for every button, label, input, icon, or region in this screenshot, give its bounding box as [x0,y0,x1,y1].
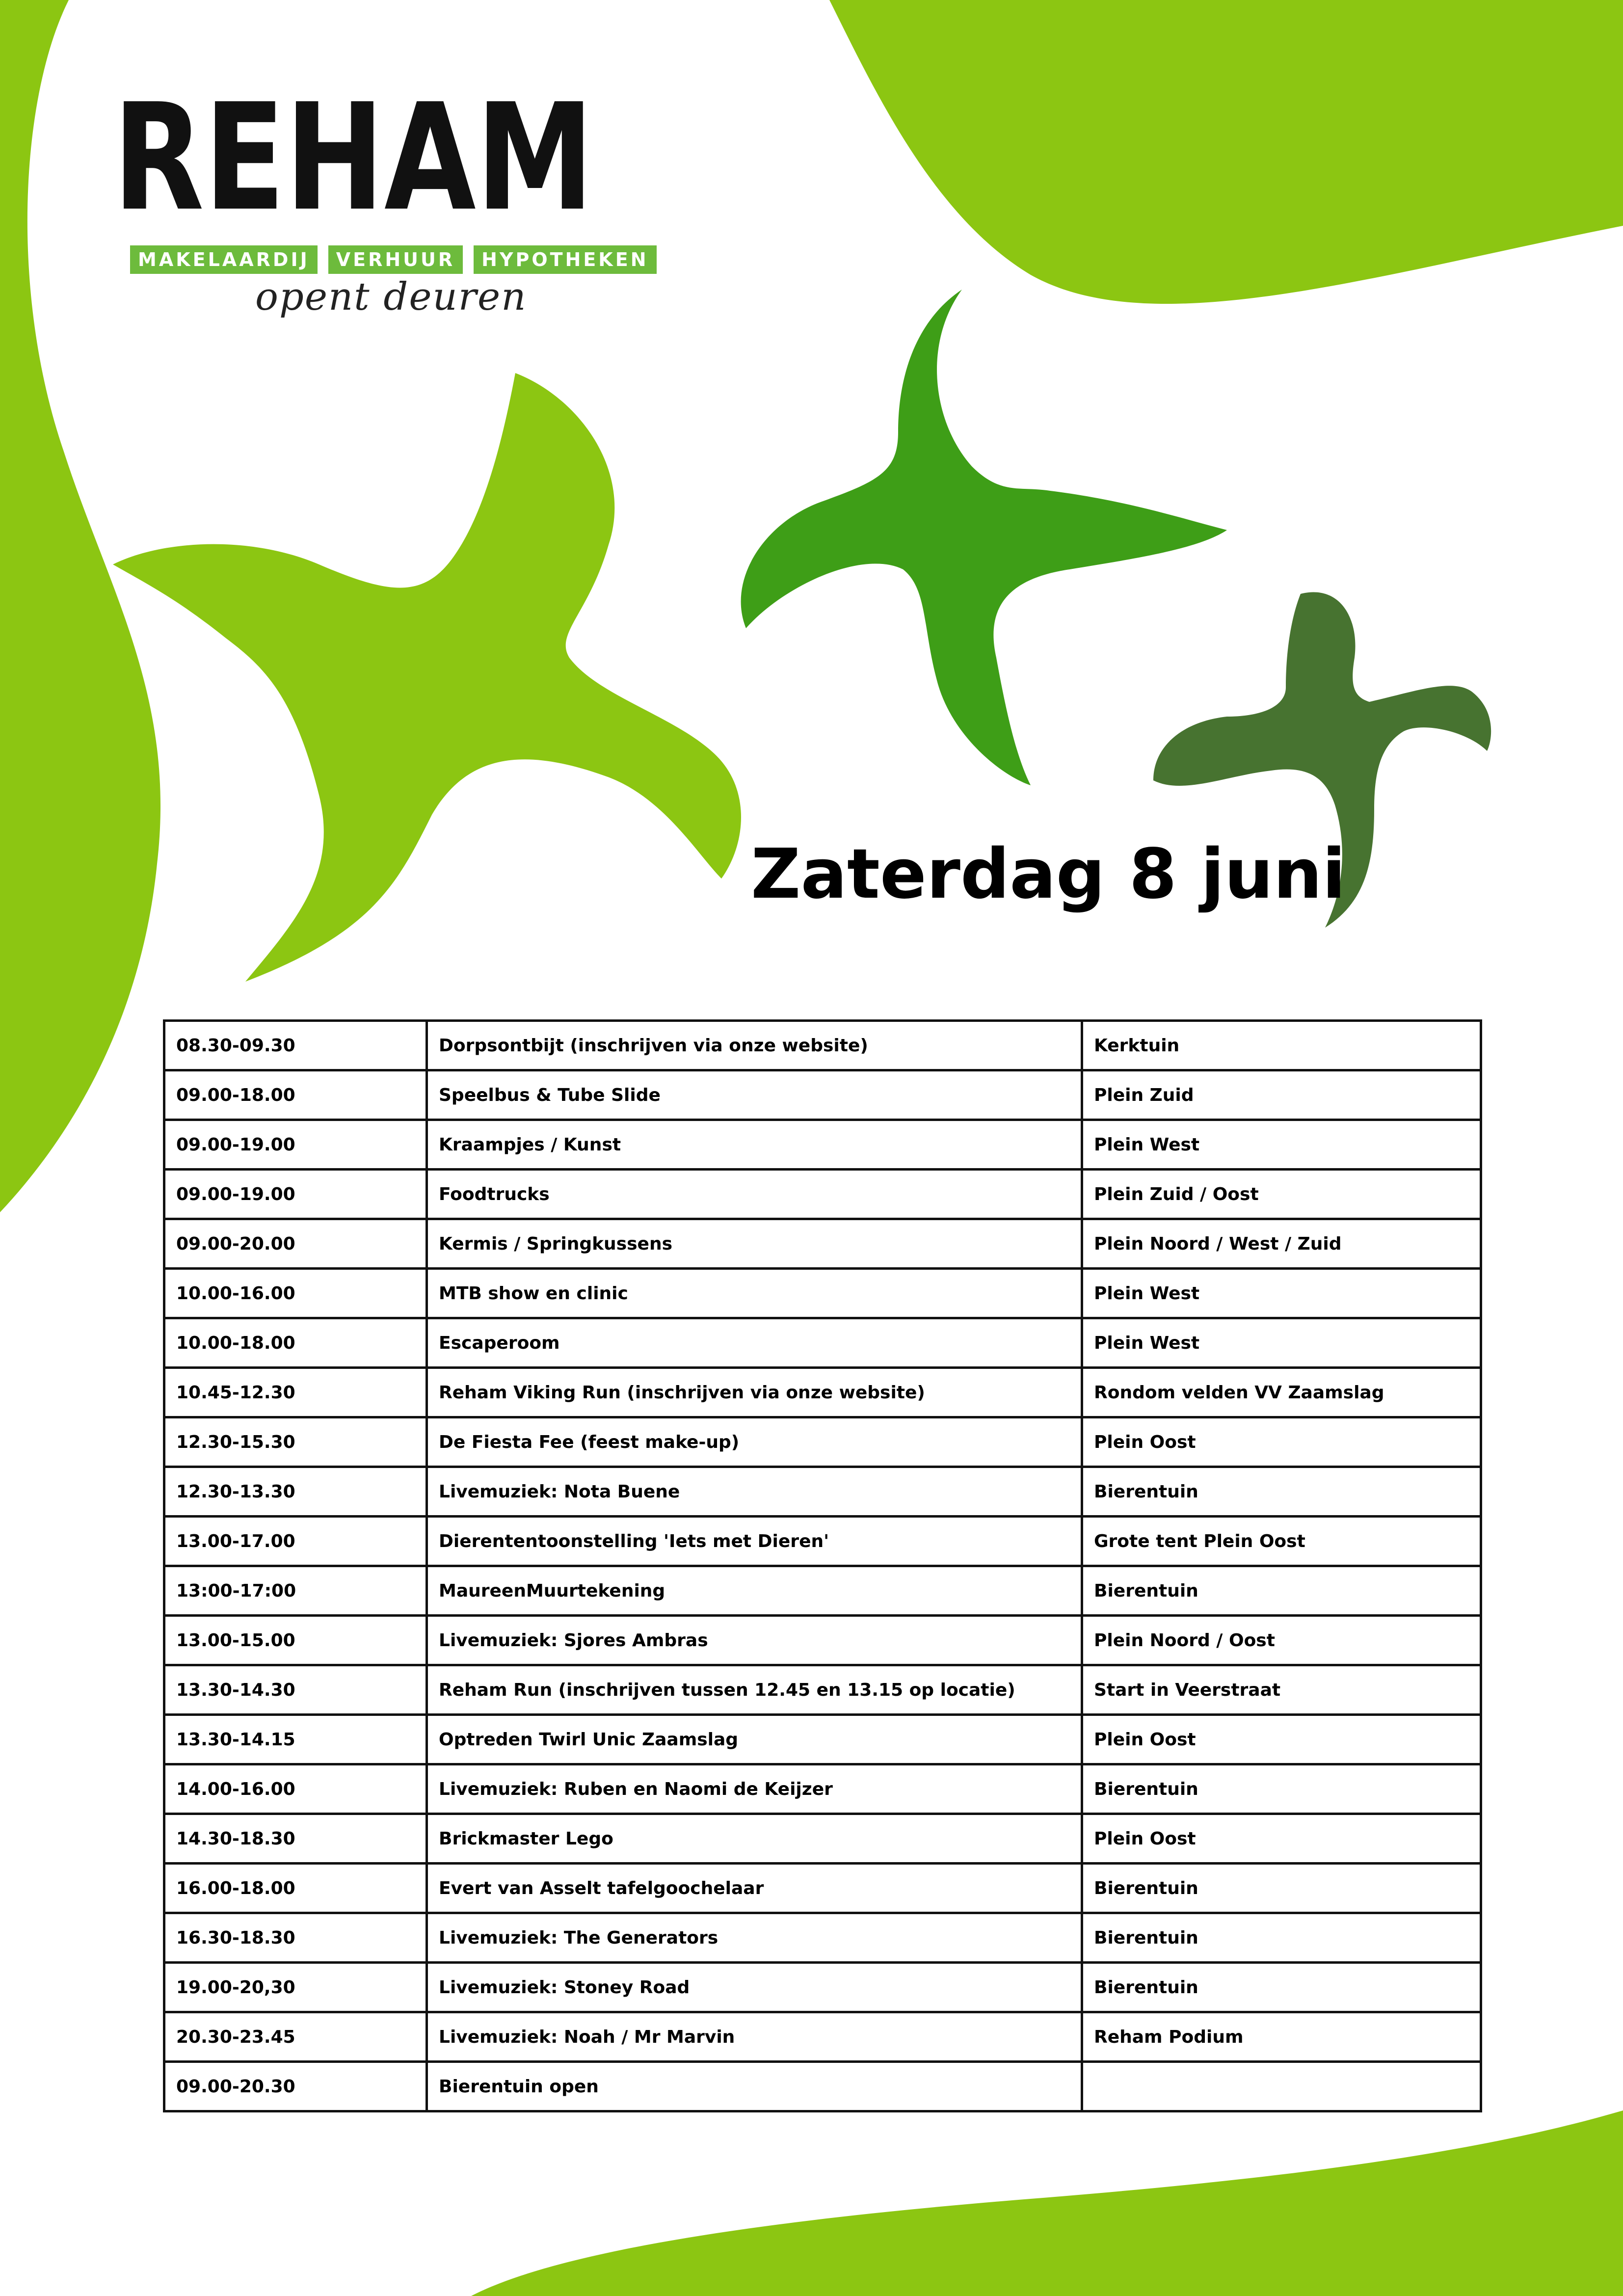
activity-cell: Kermis / Springkussens [427,1219,1082,1269]
location-cell: Rondom velden VV Zaamslag [1082,1368,1481,1417]
time-cell: 13.00-15.00 [164,1616,427,1665]
time-cell: 10.45-12.30 [164,1368,427,1417]
table-row [164,1616,1481,1665]
table-row [164,1021,1481,1070]
time-cell: 09.00-20.30 [164,2062,427,2111]
location-cell: Bierentuin [1082,1963,1481,2012]
time-cell: 20.30-23.45 [164,2012,427,2062]
location-cell: Plein West [1082,1269,1481,1318]
time-cell: 13.30-14.15 [164,1715,427,1764]
location-cell: Plein Oost [1082,1715,1481,1764]
table-row [164,1269,1481,1318]
time-cell: 14.30-18.30 [164,1814,427,1864]
location-cell: Grote tent Plein Oost [1082,1517,1481,1566]
location-cell [1082,2062,1481,2111]
reham-wordmark [108,72,599,243]
time-cell: 09.00-20.00 [164,1219,427,1269]
page-title: Zaterdag 8 juni [751,834,1346,914]
logo-tag-hypotheken: HYPOTHEKEN [474,245,656,274]
activity-cell: Livemuziek: Nota Buene [427,1467,1082,1517]
table-row [164,1764,1481,1814]
time-cell: 09.00-19.00 [164,1120,427,1170]
activity-cell: De Fiesta Fee (feest make-up) [427,1417,1082,1467]
table-row [164,1219,1481,1269]
location-cell: Bierentuin [1082,1764,1481,1814]
logo-tag-makelaardij: MAKELAARDIJ [130,245,318,274]
time-cell: 13.30-14.30 [164,1665,427,1715]
location-cell: Plein Oost [1082,1417,1481,1467]
activity-cell: Brickmaster Lego [427,1814,1082,1864]
star-large-lime [113,373,741,982]
activity-cell: Dorpsontbijt (inschrijven via onze website) [427,1021,1082,1070]
location-cell: Bierentuin [1082,1913,1481,1963]
logo-tag-bar [130,245,657,274]
location-cell: Reham Podium [1082,2012,1481,2062]
time-cell: 19.00-20,30 [164,1963,427,2012]
table-row [164,1913,1481,1963]
wave-top-right [829,0,1623,304]
activity-cell: Escaperoom [427,1318,1082,1368]
location-cell: Plein West [1082,1120,1481,1170]
location-cell: Start in Veerstraat [1082,1665,1481,1715]
time-cell: 09.00-19.00 [164,1170,427,1219]
time-cell: 13:00-17:00 [164,1566,427,1616]
table-row [164,1120,1481,1170]
activity-cell: Livemuziek: Noah / Mr Marvin [427,2012,1082,2062]
location-cell: Bierentuin [1082,1467,1481,1517]
activity-cell: Evert van Asselt tafelgoochelaar [427,1864,1082,1913]
activity-cell: Livemuziek: Stoney Road [427,1963,1082,2012]
reham-wordmark-text: REHAM [113,72,594,243]
table-row [164,1715,1481,1764]
location-cell: Bierentuin [1082,1864,1481,1913]
location-cell: Plein Zuid / Oost [1082,1170,1481,1219]
time-cell: 13.00-17.00 [164,1517,427,1566]
activity-cell: MaureenMuurtekening [427,1566,1082,1616]
table-row [164,1070,1481,1120]
location-cell: Kerktuin [1082,1021,1481,1070]
location-cell: Plein Zuid [1082,1070,1481,1120]
time-cell: 10.00-16.00 [164,1269,427,1318]
table-row [164,1318,1481,1368]
table-row [164,1864,1481,1913]
table-row [164,1566,1481,1616]
location-cell: Plein Oost [1082,1814,1481,1864]
reham-logo [108,72,649,348]
time-cell: 12.30-13.30 [164,1467,427,1517]
activity-cell: Bierentuin open [427,2062,1082,2111]
table-row [164,2062,1481,2111]
table-row [164,2012,1481,2062]
table-row [164,1467,1481,1517]
schedule-body [164,1021,1481,2111]
location-cell: Plein West [1082,1318,1481,1368]
activity-cell: MTB show en clinic [427,1269,1082,1318]
activity-cell: Kraampjes / Kunst [427,1120,1082,1170]
activity-cell: Livemuziek: Sjores Ambras [427,1616,1082,1665]
time-cell: 16.00-18.00 [164,1864,427,1913]
table-row [164,1417,1481,1467]
activity-cell: Reham Viking Run (inschrijven via onze website) [427,1368,1082,1417]
time-cell: 14.00-16.00 [164,1764,427,1814]
star-medium-green [741,290,1227,785]
activity-cell: Speelbus & Tube Slide [427,1070,1082,1120]
table-row [164,1814,1481,1864]
table-row [164,1170,1481,1219]
time-cell: 16.30-18.30 [164,1913,427,1963]
logo-tag-verhuur: VERHUUR [328,245,463,274]
schedule-table [163,1019,1482,2112]
time-cell: 08.30-09.30 [164,1021,427,1070]
wave-bottom [471,2110,1623,2296]
table-row [164,1963,1481,2012]
activity-cell: Optreden Twirl Unic Zaamslag [427,1715,1082,1764]
table-row [164,1665,1481,1715]
time-cell: 12.30-15.30 [164,1417,427,1467]
activity-cell: Livemuziek: The Generators [427,1913,1082,1963]
logo-tagline: opent deuren [255,275,527,319]
activity-cell: Foodtrucks [427,1170,1082,1219]
time-cell: 10.00-18.00 [164,1318,427,1368]
time-cell: 09.00-18.00 [164,1070,427,1120]
location-cell: Plein Noord / Oost [1082,1616,1481,1665]
table-row [164,1368,1481,1417]
location-cell: Plein Noord / West / Zuid [1082,1219,1481,1269]
activity-cell: Reham Run (inschrijven tussen 12.45 en 13.15 op locatie) [427,1665,1082,1715]
activity-cell: Livemuziek: Ruben en Naomi de Keijzer [427,1764,1082,1814]
activity-cell: Dierententoonstelling 'Iets met Dieren' [427,1517,1082,1566]
table-row [164,1517,1481,1566]
location-cell: Bierentuin [1082,1566,1481,1616]
